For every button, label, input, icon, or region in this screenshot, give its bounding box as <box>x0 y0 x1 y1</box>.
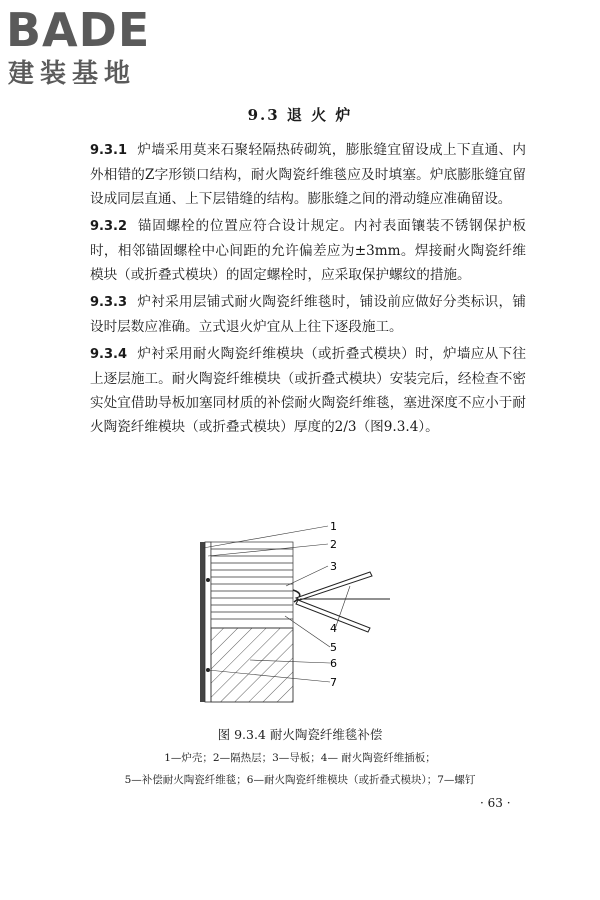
paragraph <box>90 290 526 339</box>
paragraph <box>90 138 526 211</box>
clause-text: 炉墙采用莫来石聚轻隔热砖砌筑，膨胀缝宜留设成上下直通、内外相错的Z字形锁口结构，耐火陶瓷纤维毯应及时填塞。炉底膨胀缝宜留设成同层直通、上下层错缝的结构。膨胀缝之间的滑动缝应准确留设。 <box>90 142 526 207</box>
page-number: · 63 · <box>480 796 511 810</box>
body-text <box>90 138 526 442</box>
figure-diagram <box>190 520 400 720</box>
screw <box>206 578 210 582</box>
figure-legend-line: 1—炉壳；2—隔热层；3—导板；4— 耐火陶瓷纤维插板； <box>164 752 436 764</box>
figure-label: 5 <box>330 641 337 654</box>
paragraph <box>90 342 526 439</box>
paragraph <box>90 214 526 287</box>
clause-number: 9.3.1 <box>90 143 128 158</box>
figure-legend-line: 5—补偿耐火陶瓷纤维毯；6—耐火陶瓷纤维模块（或折叠式模块）；7—螺钉 <box>124 774 476 786</box>
clause-text: 炉衬采用层铺式耐火陶瓷纤维毯时，铺设前应做好分类标识，铺设时层数应准确。立式退火炉宜从上往下逐段施工。 <box>90 294 526 335</box>
figure-label: 2 <box>330 538 337 551</box>
figure-label: 1 <box>330 520 337 533</box>
logo-wordmark: BADE <box>6 3 151 57</box>
clause-number: 9.3.3 <box>90 295 128 310</box>
clause-number: 9.3.2 <box>90 219 128 234</box>
clause-text: 锚固螺栓的位置应符合设计规定。内衬表面镶装不锈钢保护板时，相邻锚固螺栓中心间距的允许偏差应为±3mm。焊接耐火陶瓷纤维模块（或折叠式模块）的固定螺栓时，应采取保护螺纹的措施。 <box>90 218 526 283</box>
figure-label: 4 <box>330 622 337 635</box>
figure-label: 6 <box>330 657 337 670</box>
insulation-layer <box>205 542 211 702</box>
figure-caption: 图 9.3.4 耐火陶瓷纤维毯补偿 <box>217 727 383 742</box>
figure-label: 3 <box>330 560 337 573</box>
fiber-module <box>211 628 293 702</box>
figure-label: 7 <box>330 676 337 689</box>
logo-subtitle: 建装基地 <box>8 59 137 89</box>
section-title: 9.3 退 火 炉 <box>247 106 353 124</box>
fiber-blanket-layers <box>211 542 293 628</box>
furnace-shell <box>200 542 205 702</box>
clause-text: 炉衬采用耐火陶瓷纤维模块（或折叠式模块）时，炉墙应从下往上逐层施工。耐火陶瓷纤维模块（或折叠式模块）安装完后，经检查不密实处宜借助导板加塞同材质的补偿耐火陶瓷纤维毯，塞进深度不应小于耐火陶瓷纤维模块（或折叠式模块）厚度的2/3（图9.3.4）。 <box>90 346 526 435</box>
clause-number: 9.3.4 <box>90 347 128 362</box>
logo <box>6 4 176 96</box>
insert-plate <box>296 572 372 600</box>
